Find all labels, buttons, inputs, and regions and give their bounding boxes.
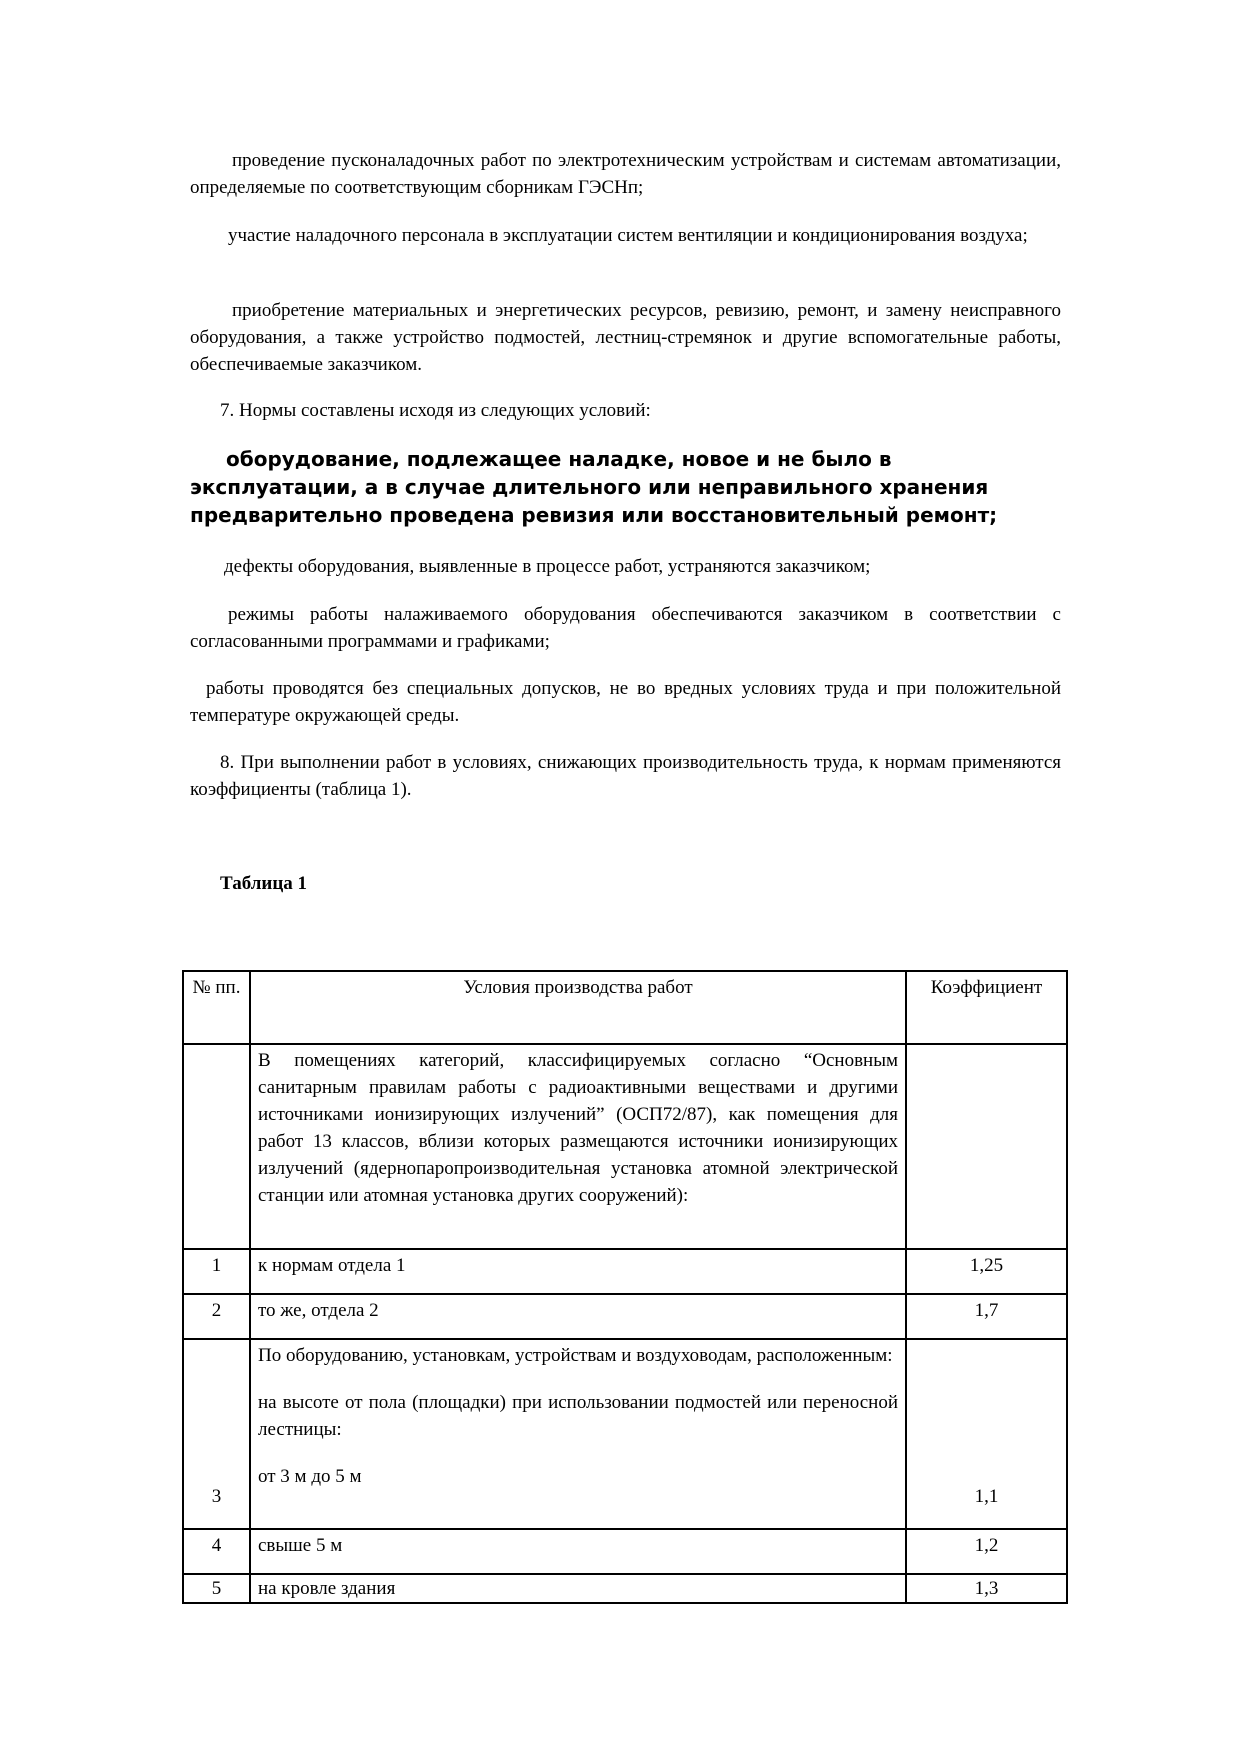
table-title: Таблица 1	[220, 873, 308, 894]
table-row	[183, 1529, 1067, 1574]
cell-condition: свыше 5 м	[250, 1529, 906, 1574]
paragraph-modes: режимы работы налаживаемого оборудования обеспечиваются заказчиком в соответствии с согласованными программами и графиками;	[190, 604, 1061, 652]
header-num: № пп.	[183, 971, 250, 1044]
table-row-intro	[183, 1044, 1067, 1249]
table-row	[183, 1339, 1067, 1529]
paragraph-equipment-new: оборудование, подлежащее наладке, новое и не было в эксплуатации, а в случае длительного или неправильного хранения предварительно проведена ревизия или восстановительный ремонт;	[190, 447, 998, 527]
cell-num-empty	[183, 1044, 250, 1249]
paragraph-permits: работы проводятся без специальных допусков, не во вредных условиях труда и при положительной температуре окружающей среды.	[190, 678, 1061, 726]
cell-condition-group	[250, 1339, 906, 1529]
cell-coefficient: 1,3	[906, 1574, 1067, 1603]
cell-coefficient: 1,25	[906, 1249, 1067, 1294]
cell-height-ladder: на высоте от пола (площадки) при использовании подмостей или переносной лестницы:	[258, 1392, 898, 1440]
cell-intro-condition: В помещениях категорий, классифицируемых согласно “Основным санитарным правилам работы с радиоактивными веществами и другими источниками ионизирующих излучений” (ОСП72/87), как помещения для работ 13 классов, вблизи которых размещаются источники ионизирующих излучений (ядернопаропроизводительная установка атомной электрической станции или атомная установка других сооружений):	[250, 1044, 906, 1249]
paragraph-materials: приобретение материальных и энергетических ресурсов, ревизию, ремонт, и замену неисправного оборудования, а также устройство подмостей, лестниц-стремянок и другие вспомогательные работы, обеспечиваемые заказчиком.	[190, 300, 1061, 375]
coefficients-table	[182, 970, 1068, 1604]
paragraph-clause-8: 8. При выполнении работ в условиях, снижающих производительность труда, к нормам применяются коэффициенты (таблица 1).	[190, 752, 1061, 800]
cell-condition: от 3 м до 5 м	[258, 1466, 362, 1487]
table-row	[183, 1249, 1067, 1294]
cell-num: 2	[183, 1294, 250, 1339]
table-row	[183, 1574, 1067, 1603]
paragraph-defects: дефекты оборудования, выявленные в процессе работ, устраняются заказчиком;	[224, 556, 871, 577]
cell-condition: к нормам отдела 1	[250, 1249, 906, 1294]
cell-condition: то же, отдела 2	[250, 1294, 906, 1339]
cell-num: 3	[183, 1339, 250, 1529]
cell-coef-empty	[906, 1044, 1067, 1249]
table-row	[183, 1294, 1067, 1339]
cell-num: 5	[183, 1574, 250, 1603]
paragraph-commissioning: проведение пусконаладочных работ по электротехническим устройствам и системам автоматизации, определяемые по соответствующим сборникам ГЭСНп;	[190, 150, 1061, 198]
cell-height-intro: По оборудованию, установкам, устройствам и воздуховодам, расположенным:	[258, 1345, 893, 1366]
header-coefficient: Коэффициент	[906, 971, 1067, 1044]
cell-coefficient: 1,2	[906, 1529, 1067, 1574]
cell-coefficient: 1,7	[906, 1294, 1067, 1339]
header-conditions: Условия производства работ	[250, 971, 906, 1044]
cell-num: 1	[183, 1249, 250, 1294]
paragraph-clause-7: 7. Нормы составлены исходя из следующих условий:	[220, 400, 651, 421]
cell-coefficient: 1,1	[906, 1339, 1067, 1529]
paragraph-ventilation: участие наладочного персонала в эксплуатации систем вентиляции и кондиционирования воздуха;	[228, 225, 1028, 246]
cell-condition: на кровле здания	[250, 1574, 906, 1603]
table-header-row	[183, 971, 1067, 1044]
cell-num: 4	[183, 1529, 250, 1574]
